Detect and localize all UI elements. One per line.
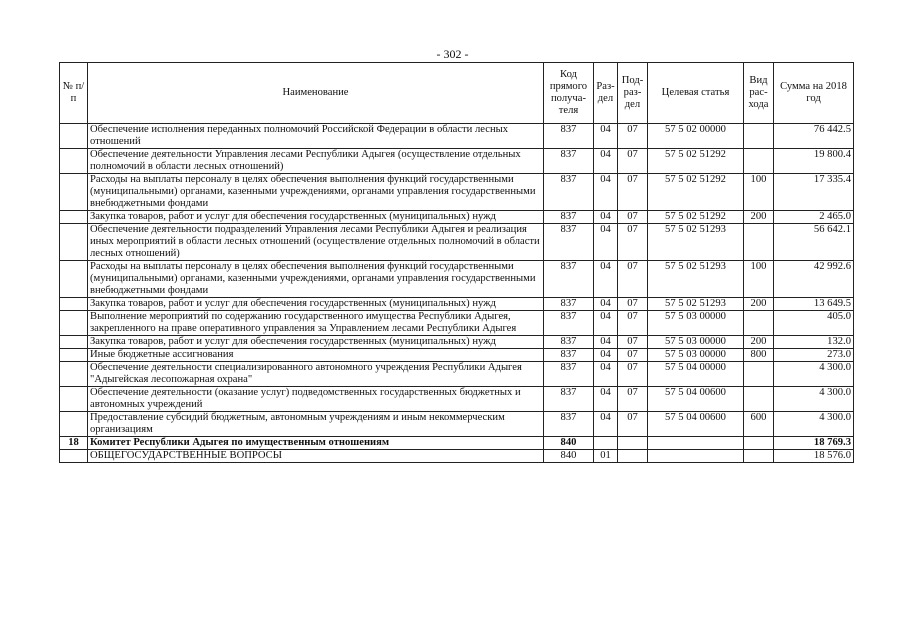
row-number — [60, 349, 88, 362]
row-target: 57 5 04 00600 — [648, 387, 744, 412]
table-row — [60, 224, 854, 261]
row-section: 01 — [594, 450, 618, 463]
row-target: 57 5 02 51293 — [648, 298, 744, 311]
row-expense-type — [744, 124, 774, 149]
row-section: 04 — [594, 311, 618, 336]
row-expense-type — [744, 311, 774, 336]
row-target: 57 5 02 51292 — [648, 174, 744, 211]
row-amount: 4 300.0 — [774, 362, 854, 387]
row-subsection: 07 — [618, 298, 648, 311]
budget-table — [59, 62, 854, 463]
row-name: Иные бюджетные ассигнования — [88, 349, 544, 362]
row-expense-type — [744, 437, 774, 450]
row-section: 04 — [594, 211, 618, 224]
row-expense-type: 800 — [744, 349, 774, 362]
row-code: 840 — [544, 450, 594, 463]
row-name: Расходы на выплаты персоналу в целях обеспечения выполнения функций государственными (муниципальными) органами, казенными учреждениями, органами управления государственными внебюджетными фондами — [88, 261, 544, 298]
header-target: Целевая статья — [648, 63, 744, 124]
row-target: 57 5 03 00000 — [648, 311, 744, 336]
row-expense-type — [744, 224, 774, 261]
row-subsection — [618, 437, 648, 450]
table-row — [60, 412, 854, 437]
row-subsection: 07 — [618, 311, 648, 336]
row-subsection: 07 — [618, 211, 648, 224]
row-expense-type: 200 — [744, 211, 774, 224]
table-row — [60, 124, 854, 149]
row-name: Обеспечение исполнения переданных полномочий Российской Федерации в области лесных отношений — [88, 124, 544, 149]
row-section: 04 — [594, 298, 618, 311]
row-target: 57 5 02 51293 — [648, 261, 744, 298]
row-subsection: 07 — [618, 336, 648, 349]
row-amount: 76 442.5 — [774, 124, 854, 149]
row-code: 837 — [544, 211, 594, 224]
row-subsection: 07 — [618, 224, 648, 261]
row-number — [60, 412, 88, 437]
row-number — [60, 174, 88, 211]
row-amount: 19 800.4 — [774, 149, 854, 174]
header-amount: Сумма на 2018 год — [774, 63, 854, 124]
row-number: 18 — [60, 437, 88, 450]
row-target: 57 5 02 51292 — [648, 149, 744, 174]
header-section: Раз-дел — [594, 63, 618, 124]
row-amount: 273.0 — [774, 349, 854, 362]
table-row — [60, 437, 854, 450]
row-subsection: 07 — [618, 124, 648, 149]
row-code: 837 — [544, 412, 594, 437]
header-expense-type: Вид рас-хода — [744, 63, 774, 124]
table-row — [60, 450, 854, 463]
row-amount: 4 300.0 — [774, 412, 854, 437]
row-target: 57 5 02 51292 — [648, 211, 744, 224]
row-code: 837 — [544, 174, 594, 211]
row-amount: 405.0 — [774, 311, 854, 336]
row-code: 837 — [544, 124, 594, 149]
row-section: 04 — [594, 124, 618, 149]
row-target: 57 5 02 00000 — [648, 124, 744, 149]
row-number — [60, 298, 88, 311]
row-name: Обеспечение деятельности (оказание услуг) подведомственных государственных бюджетных и автономных учреждений — [88, 387, 544, 412]
row-number — [60, 211, 88, 224]
row-code: 837 — [544, 362, 594, 387]
row-number — [60, 261, 88, 298]
row-expense-type: 100 — [744, 174, 774, 211]
row-expense-type — [744, 149, 774, 174]
table-row — [60, 387, 854, 412]
row-expense-type: 100 — [744, 261, 774, 298]
row-code: 837 — [544, 261, 594, 298]
row-amount: 13 649.5 — [774, 298, 854, 311]
header-code: Код прямого получа-теля — [544, 63, 594, 124]
row-section: 04 — [594, 149, 618, 174]
row-subsection: 07 — [618, 261, 648, 298]
row-code: 837 — [544, 387, 594, 412]
row-subsection: 07 — [618, 349, 648, 362]
row-name: Обеспечение деятельности специализированного автономного учреждения Республики Адыгея "Адыгейская лесопожарная охрана" — [88, 362, 544, 387]
header-subsection: Под-раз-дел — [618, 63, 648, 124]
row-target: 57 5 04 00000 — [648, 362, 744, 387]
table-row — [60, 349, 854, 362]
row-code: 840 — [544, 437, 594, 450]
row-code: 837 — [544, 224, 594, 261]
row-code: 837 — [544, 311, 594, 336]
row-target: 57 5 04 00600 — [648, 412, 744, 437]
row-expense-type — [744, 450, 774, 463]
row-number — [60, 124, 88, 149]
row-name: Обеспечение деятельности подразделений Управления лесами Республики Адыгея и реализация иных мероприятий в области лесных отношений (осуществление отдельных полномочий в области лесных отношений) — [88, 224, 544, 261]
page-number: - 302 - — [436, 47, 469, 61]
table-header-row — [60, 63, 854, 124]
header-name: Наименование — [88, 63, 544, 124]
row-amount: 2 465.0 — [774, 211, 854, 224]
table-row — [60, 311, 854, 336]
row-section — [594, 437, 618, 450]
row-subsection — [618, 450, 648, 463]
row-number — [60, 224, 88, 261]
row-subsection: 07 — [618, 174, 648, 211]
row-amount: 42 992.6 — [774, 261, 854, 298]
row-name: ОБЩЕГОСУДАРСТВЕННЫЕ ВОПРОСЫ — [88, 450, 544, 463]
row-subsection: 07 — [618, 362, 648, 387]
row-number — [60, 149, 88, 174]
row-number — [60, 311, 88, 336]
row-amount: 56 642.1 — [774, 224, 854, 261]
row-section: 04 — [594, 387, 618, 412]
row-number — [60, 450, 88, 463]
row-number — [60, 362, 88, 387]
row-name: Закупка товаров, работ и услуг для обеспечения государственных (муниципальных) нужд — [88, 211, 544, 224]
row-section: 04 — [594, 224, 618, 261]
row-subsection: 07 — [618, 387, 648, 412]
row-number — [60, 387, 88, 412]
table-row — [60, 211, 854, 224]
row-target: 57 5 03 00000 — [648, 349, 744, 362]
row-expense-type — [744, 362, 774, 387]
row-code: 837 — [544, 349, 594, 362]
row-section: 04 — [594, 412, 618, 437]
row-expense-type: 200 — [744, 298, 774, 311]
row-expense-type — [744, 387, 774, 412]
row-amount: 17 335.4 — [774, 174, 854, 211]
row-section: 04 — [594, 174, 618, 211]
row-subsection: 07 — [618, 149, 648, 174]
row-name: Расходы на выплаты персоналу в целях обеспечения выполнения функций государственными (муниципальными) органами, казенными учреждениями, органами управления государственными внебюджетными фондами — [88, 174, 544, 211]
table-row — [60, 336, 854, 349]
row-amount: 132.0 — [774, 336, 854, 349]
row-amount: 18 576.0 — [774, 450, 854, 463]
table-row — [60, 362, 854, 387]
table-row — [60, 174, 854, 211]
row-amount: 4 300.0 — [774, 387, 854, 412]
row-name: Предоставление субсидий бюджетным, автономным учреждениям и иным некоммерческим организациям — [88, 412, 544, 437]
row-name: Закупка товаров, работ и услуг для обеспечения государственных (муниципальных) нужд — [88, 336, 544, 349]
row-target — [648, 450, 744, 463]
row-subsection: 07 — [618, 412, 648, 437]
row-number — [60, 336, 88, 349]
row-section: 04 — [594, 349, 618, 362]
row-code: 837 — [544, 298, 594, 311]
row-name: Комитет Республики Адыгея по имущественным отношениям — [88, 437, 544, 450]
row-amount: 18 769.3 — [774, 437, 854, 450]
row-code: 837 — [544, 149, 594, 174]
row-name: Выполнение мероприятий по содержанию государственного имущества Республики Адыгея, закрепленного на праве оперативного управления за Управлением лесами Республики Адыгея — [88, 311, 544, 336]
row-name: Обеспечение деятельности Управления лесами Республики Адыгея (осуществление отдельных полномочий в области лесных отношений) — [88, 149, 544, 174]
row-target — [648, 437, 744, 450]
row-code: 837 — [544, 336, 594, 349]
header-num: № п/п — [60, 63, 88, 124]
row-expense-type: 600 — [744, 412, 774, 437]
table-row — [60, 298, 854, 311]
row-expense-type: 200 — [744, 336, 774, 349]
row-section: 04 — [594, 362, 618, 387]
table-row — [60, 261, 854, 298]
row-name: Закупка товаров, работ и услуг для обеспечения государственных (муниципальных) нужд — [88, 298, 544, 311]
row-target: 57 5 03 00000 — [648, 336, 744, 349]
table-row — [60, 149, 854, 174]
row-section: 04 — [594, 261, 618, 298]
row-target: 57 5 02 51293 — [648, 224, 744, 261]
row-section: 04 — [594, 336, 618, 349]
